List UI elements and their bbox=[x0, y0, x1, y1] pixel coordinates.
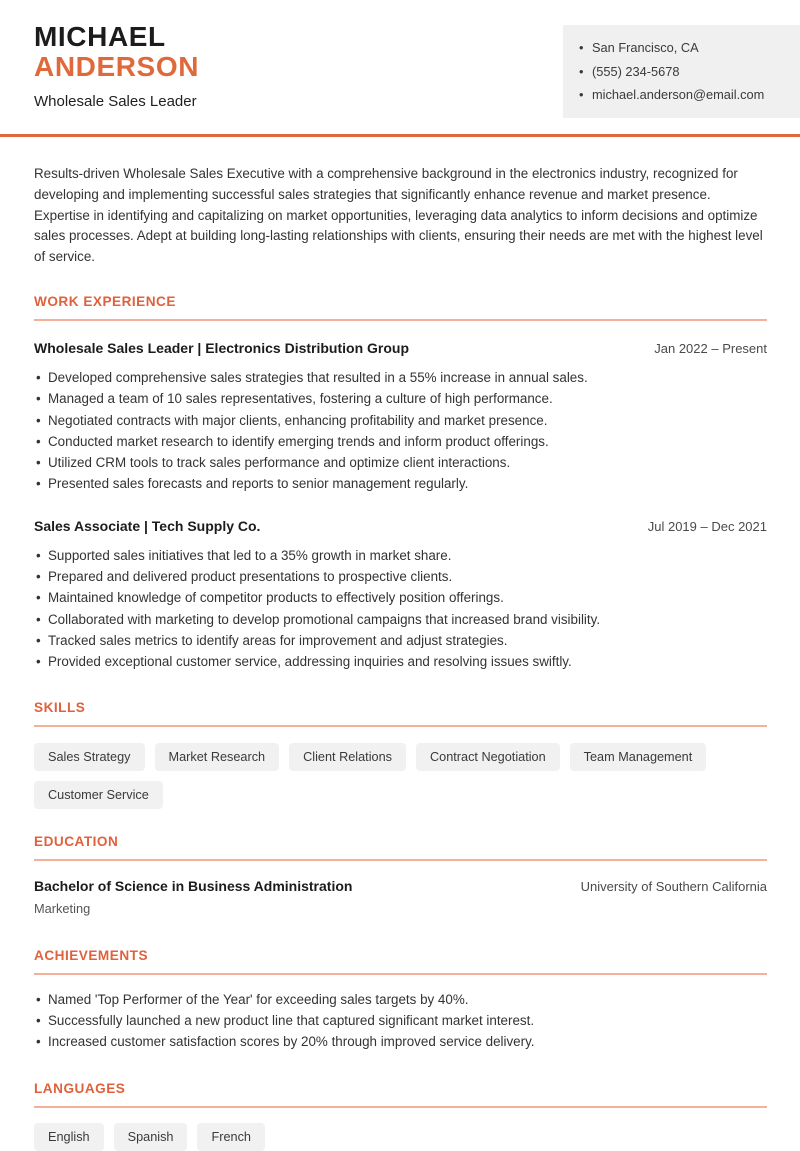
section-work-experience bbox=[34, 294, 767, 673]
job-title-company: Sales Associate | Tech Supply Co. bbox=[34, 517, 261, 534]
skill-pill: Contract Negotiation bbox=[416, 743, 560, 771]
header-job-title: Wholesale Sales Leader bbox=[34, 93, 197, 110]
languages-heading: LANGUAGES bbox=[34, 1081, 767, 1108]
education-heading: EDUCATION bbox=[34, 834, 767, 861]
bullet-item: • Tracked sales metrics to identify areas for improvement and adjust strategies. bbox=[34, 630, 767, 651]
skills-heading: SKILLS bbox=[34, 700, 767, 727]
work-experience-heading: WORK EXPERIENCE bbox=[34, 294, 767, 321]
skills-pill-row bbox=[34, 743, 767, 809]
section-languages bbox=[34, 1081, 767, 1151]
section-education bbox=[34, 834, 767, 916]
skill-pill: Market Research bbox=[155, 743, 280, 771]
summary-paragraph: Results-driven Wholesale Sales Executive with a comprehensive background in the electronics industry, recognized for developing and implementing successful sales strategies that significantly enhance revenue and market presence. Expertise in identifying and capitalizing on market opportunities, leveraging data analytics to inform decisions and optimize sales processes. Adept at building long-lasting relationships with clients, ensuring their needs are met with the highest level of service. bbox=[34, 166, 763, 265]
education-entry bbox=[34, 878, 767, 894]
job-title-company: Wholesale Sales Leader | Electronics Distribution Group bbox=[34, 339, 410, 356]
section-skills bbox=[34, 700, 767, 809]
achievements-heading: ACHIEVEMENTS bbox=[34, 948, 767, 975]
achievements-list bbox=[34, 989, 767, 1053]
language-pill: English bbox=[34, 1123, 104, 1151]
language-pill: Spanish bbox=[114, 1123, 188, 1151]
job-dates: Jul 2019 – Dec 2021 bbox=[647, 518, 767, 534]
bullet-item: • Prepared and delivered product presentations to prospective clients. bbox=[34, 566, 767, 587]
job-bullet-list bbox=[34, 545, 767, 673]
job-bullet-list bbox=[34, 367, 767, 495]
contact-card bbox=[563, 25, 800, 118]
languages-pill-row bbox=[34, 1123, 767, 1151]
bullet-item: • Collaborated with marketing to develop promotional campaigns that increased brand visibility. bbox=[34, 609, 767, 630]
section-achievements bbox=[34, 948, 767, 1053]
contact-phone: • (555) 234-5678 bbox=[579, 60, 790, 84]
bullet-item: • Negotiated contracts with major clients, enhancing profitability and market presence. bbox=[34, 410, 767, 431]
bullet-item: • Managed a team of 10 sales representatives, fostering a culture of high performance. bbox=[34, 388, 767, 409]
job-entry bbox=[34, 340, 767, 495]
first-name: MICHAEL bbox=[34, 21, 166, 52]
resume-header bbox=[0, 0, 800, 137]
education-school: University of Southern California bbox=[580, 878, 767, 894]
bullet-item: • Maintained knowledge of competitor products to effectively position offerings. bbox=[34, 587, 767, 608]
resume-body bbox=[0, 164, 800, 1151]
job-header bbox=[34, 340, 767, 356]
skill-pill: Sales Strategy bbox=[34, 743, 145, 771]
job-dates: Jan 2022 – Present bbox=[654, 340, 767, 356]
contact-list bbox=[579, 36, 790, 107]
bullet-item: • Developed comprehensive sales strategies that resulted in a 55% increase in annual sales. bbox=[34, 367, 767, 388]
skill-pill: Customer Service bbox=[34, 781, 163, 809]
bullet-item: • Presented sales forecasts and reports to senior management regularly. bbox=[34, 473, 767, 494]
skill-pill: Team Management bbox=[570, 743, 707, 771]
bullet-item: • Provided exceptional customer service, addressing inquiries and resolving issues swiftly. bbox=[34, 651, 767, 672]
bullet-item: • Successfully launched a new product line that captured significant market interest. bbox=[34, 1010, 767, 1031]
contact-location: • San Francisco, CA bbox=[579, 36, 790, 60]
bullet-item: • Utilized CRM tools to track sales performance and optimize client interactions. bbox=[34, 452, 767, 473]
contact-email: • michael.anderson@email.com bbox=[579, 83, 790, 107]
education-field: Marketing bbox=[34, 900, 91, 916]
bullet-item: • Increased customer satisfaction scores by 20% through improved service delivery. bbox=[34, 1031, 767, 1052]
bullet-item: • Supported sales initiatives that led to a 35% growth in market share. bbox=[34, 545, 767, 566]
last-name: ANDERSON bbox=[34, 51, 200, 82]
job-entry bbox=[34, 518, 767, 673]
skill-pill: Client Relations bbox=[289, 743, 406, 771]
bullet-item: • Conducted market research to identify emerging trends and inform product offerings. bbox=[34, 431, 767, 452]
education-degree: Bachelor of Science in Business Administration bbox=[34, 877, 353, 894]
job-header bbox=[34, 518, 767, 534]
language-pill: French bbox=[197, 1123, 265, 1151]
bullet-item: • Named 'Top Performer of the Year' for exceeding sales targets by 40%. bbox=[34, 989, 767, 1010]
